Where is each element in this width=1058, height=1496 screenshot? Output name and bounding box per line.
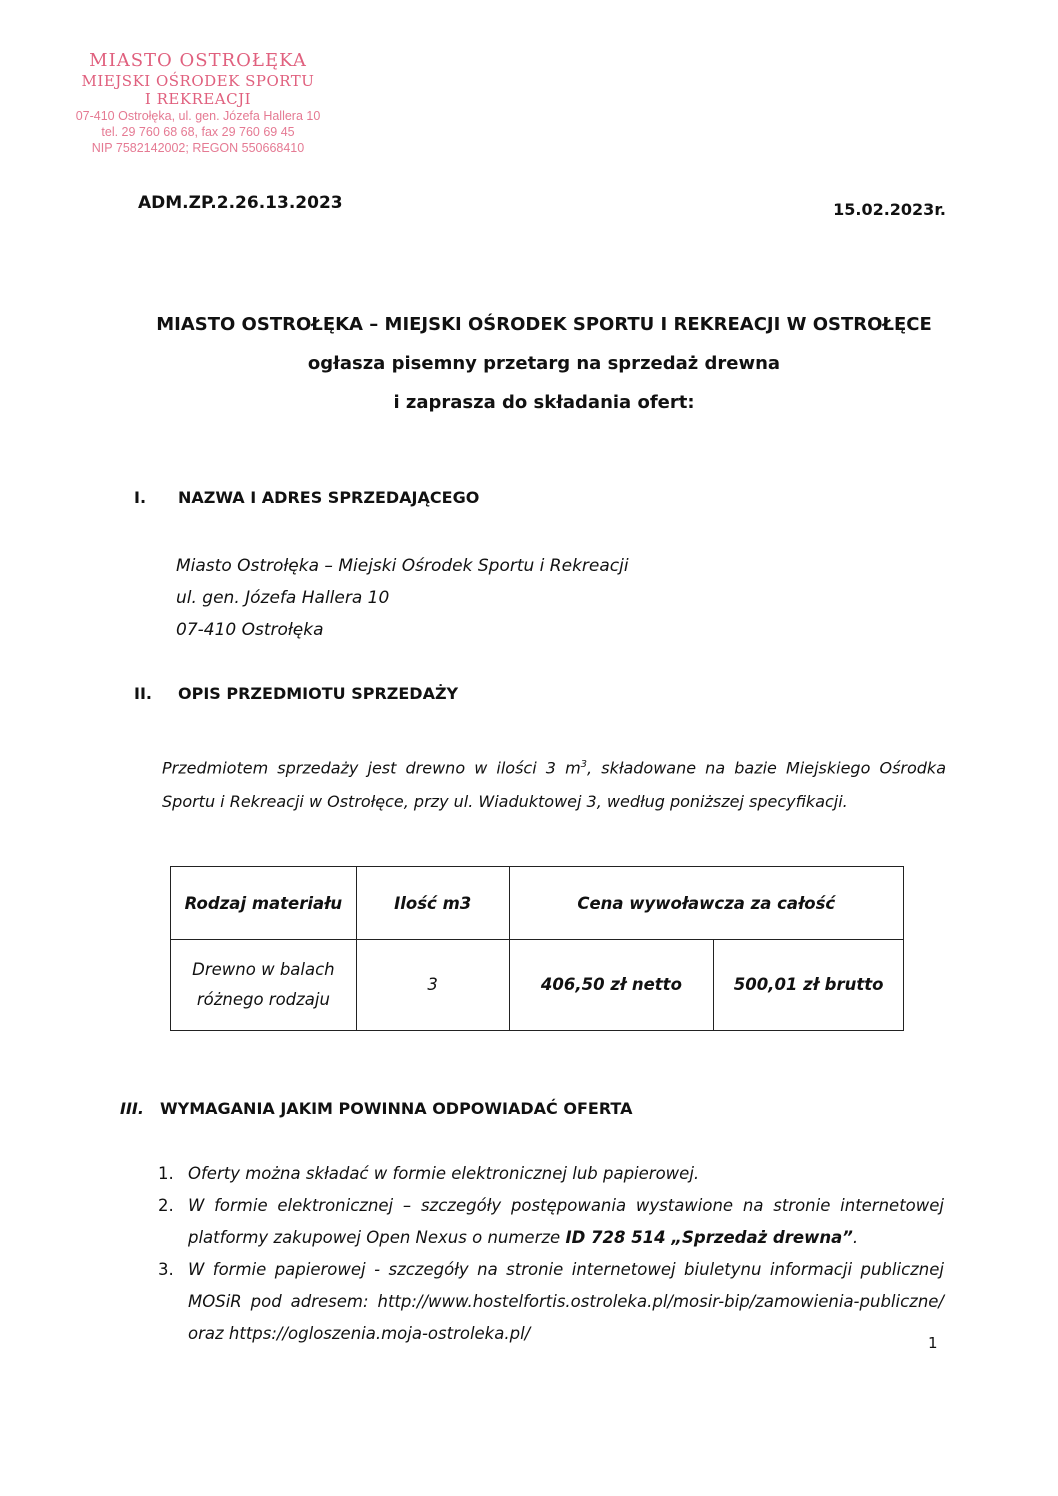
sale-description bbox=[162, 748, 946, 819]
seller-street: ul. gen. Józefa Hallera 10 bbox=[176, 588, 390, 608]
document-reference: ADM.ZP.2.26.13.2023 bbox=[138, 193, 343, 213]
list-item-number: 3. bbox=[158, 1260, 174, 1279]
institution-stamp bbox=[48, 50, 348, 156]
section-3-title: WYMAGANIA JAKIM POWINNA ODPOWIADAĆ OFERTA bbox=[160, 1099, 633, 1118]
section-3-number: III. bbox=[120, 1099, 144, 1118]
cubic-superscript: 3 bbox=[580, 759, 588, 770]
title-line-3: i zaprasza do składania ofert: bbox=[393, 392, 695, 413]
list-item bbox=[158, 1190, 944, 1254]
section-2-heading bbox=[134, 684, 458, 703]
stamp-line-address: 07-410 Ostrołęka, ul. gen. Józefa Hallera 10 bbox=[75, 109, 321, 123]
list-item-text-end: . bbox=[852, 1228, 859, 1247]
requirements-list bbox=[158, 1158, 944, 1350]
stamp-line-institution-2: I REKREACJI bbox=[144, 90, 252, 108]
section-1-heading bbox=[134, 488, 479, 507]
cell-material-line-1: Drewno w balach bbox=[192, 960, 335, 979]
list-item-number: 2. bbox=[158, 1196, 174, 1215]
document-date: 15.02.2023r. bbox=[833, 200, 946, 219]
list-item bbox=[158, 1158, 944, 1190]
stamp-line-tax-ids: NIP 7582142002; REGON 550668410 bbox=[91, 141, 305, 155]
page-number: 1 bbox=[928, 1334, 938, 1352]
seller-postcode-city: 07-410 Ostrołęka bbox=[176, 620, 324, 640]
cell-gross-price: 500,01 zł brutto bbox=[714, 940, 904, 1031]
title-line-1: MIASTO OSTROŁĘKA – MIEJSKI OŚRODEK SPORTU I REKREACJI W OSTROŁĘCE bbox=[156, 314, 932, 335]
section-3-heading bbox=[120, 1099, 632, 1118]
auction-id: ID 728 514 „Sprzedaż drewna” bbox=[565, 1228, 853, 1247]
list-item-text: Oferty można składać w formie elektronicznej lub papierowej. bbox=[188, 1164, 700, 1183]
header-quantity: Ilość m3 bbox=[356, 867, 509, 940]
section-2-number: II. bbox=[134, 684, 152, 703]
seller-name: Miasto Ostrołęka – Miejski Ośrodek Sportu i Rekreacji bbox=[176, 556, 629, 576]
header-material: Rodzaj materiału bbox=[171, 867, 357, 940]
sale-description-text-a: Przedmiotem sprzedaży jest drewno w ilości 3 m bbox=[162, 758, 581, 778]
list-item-text: W formie elektronicznej – szczegóły postępowania wystawione na stronie internetowej platformy zakupowej Open Nexus o numerze bbox=[188, 1196, 944, 1247]
header-starting-price: Cena wywoławcza za całość bbox=[509, 867, 903, 940]
cell-material bbox=[171, 940, 357, 1031]
section-2-title: OPIS PRZEDMIOTU SPRZEDAŻY bbox=[178, 684, 459, 703]
table-header-row bbox=[171, 867, 904, 940]
list-item-number: 1. bbox=[158, 1164, 174, 1183]
seller-address bbox=[176, 550, 629, 646]
stamp-line-city: MIASTO OSTROŁĘKA bbox=[89, 50, 307, 71]
section-1-title: NAZWA I ADRES SPRZEDAJĄCEGO bbox=[178, 488, 480, 507]
specification-table bbox=[170, 866, 904, 1031]
list-item-text: W formie papierowej - szczegóły na stronie internetowej biuletynu informacji publicznej MOSiR pod adresem: http://www.hostelfortis.ostroleka.pl/mosir-bip/zamowienia-publiczne/ oraz https://ogloszenia.moja-ostroleka.pl/ bbox=[188, 1260, 944, 1343]
section-1-number: I. bbox=[134, 488, 147, 507]
stamp-line-phone: tel. 29 760 68 68, fax 29 760 69 45 bbox=[101, 125, 295, 139]
cell-net-price: 406,50 zł netto bbox=[509, 940, 714, 1031]
stamp-line-institution: MIEJSKI OŚRODEK SPORTU bbox=[81, 72, 315, 90]
cell-quantity: 3 bbox=[356, 940, 509, 1031]
cell-material-line-2: różnego rodzaju bbox=[196, 990, 330, 1009]
sale-description-text-b: , składowane na bazie Miejskiego Ośrodka Sportu i Rekreacji w Ostrołęce, przy ul. Wiaduktowej 3, według poniższej specyfikacji. bbox=[162, 758, 946, 812]
table-row bbox=[171, 940, 904, 1031]
title-line-2: ogłasza pisemny przetarg na sprzedaż drewna bbox=[307, 353, 781, 374]
list-item bbox=[158, 1254, 944, 1350]
